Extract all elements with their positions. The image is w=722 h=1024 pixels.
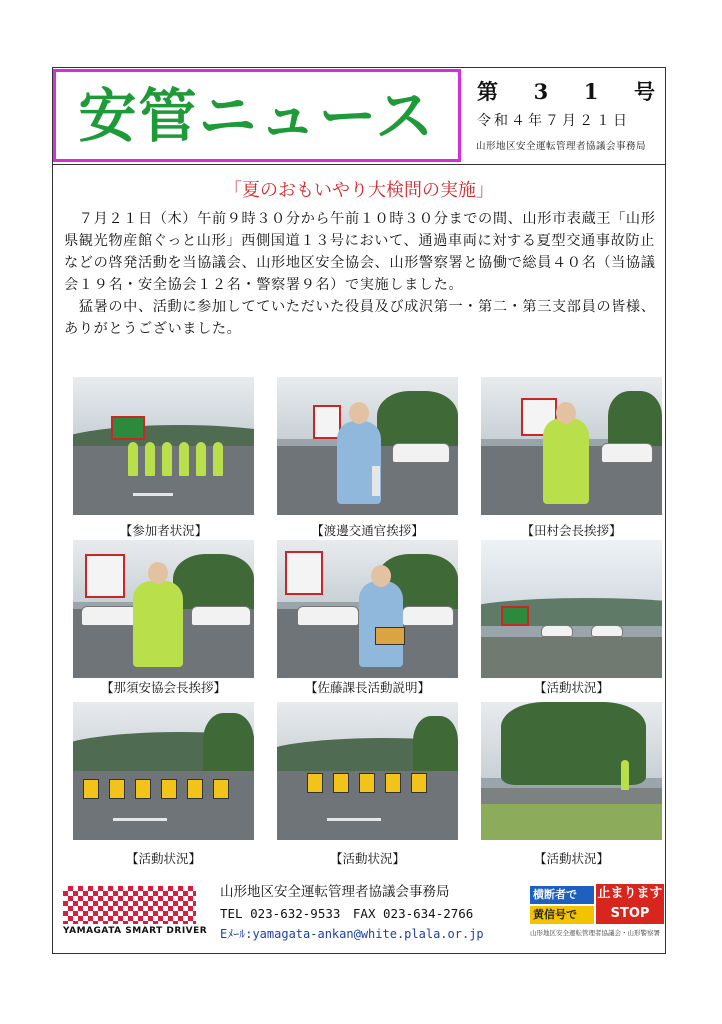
article-paragraph-1: ７月２１日（木）午前９時３０分から午前１０時３０分までの間、山形市表蔵王「山形県観光物産館ぐっと山形」西側国道１３号において、通過車両に対する夏型交通事故防止などの啓発活動を当協議会、山形地区安全協会、山形警察署と協働で総員４０名（当協議会１９名・安全協会１２名・警察署９名）で実施しました。 — [64, 211, 656, 293]
issue-date: 令和４年７月２１日 — [477, 113, 630, 129]
photo-caption-3: 【田村会長挨拶】 — [521, 523, 622, 538]
header-divider — [52, 164, 666, 165]
smart-driver-logo — [63, 886, 208, 938]
article-body — [64, 208, 662, 340]
article-paragraph-2: 猛暑の中、活動に参加してていただいた役員及び成沢第一・第二・第三支部員の皆様、ありがとうございました。 — [64, 299, 656, 337]
photo-caption-7: 【活動状況】 — [125, 851, 201, 866]
newsletter-title: 安管ニュース — [78, 81, 436, 150]
contact-info — [220, 882, 530, 945]
badge-stop-top: 止まります — [597, 886, 663, 901]
photo-nasu — [73, 540, 254, 678]
article-headline: 「夏のおもいやり大検問の実施」 — [224, 180, 494, 201]
photo-activity-1 — [481, 540, 662, 678]
smart-driver-logo-text: YAMAGATA SMART DRIVER — [63, 926, 208, 936]
footer-org-name: 山形地区安全運転管理者協議会事務局 — [220, 884, 450, 900]
issue-digit-2: 1 — [583, 78, 599, 104]
photo-caption-6: 【活動状況】 — [533, 680, 609, 695]
issue-prefix: 第 — [477, 79, 498, 104]
photo-caption-1: 【参加者状況】 — [119, 523, 208, 538]
photo-caption-2: 【渡邊交通官挨拶】 — [311, 523, 424, 538]
footer-phone-fax: TEL 023-632-9533 FAX 023-634-2766 — [220, 906, 474, 921]
badge-stop-word: STOP — [610, 906, 650, 921]
photo-activity-4 — [481, 702, 662, 840]
photo-watanabe — [277, 377, 458, 515]
stop-campaign-badge — [530, 884, 664, 940]
photo-caption-8: 【活動状況】 — [329, 851, 405, 866]
badge-stop-block — [596, 884, 664, 924]
photo-caption-5: 【佐藤課長活動説明】 — [304, 680, 430, 695]
photo-participants — [73, 377, 254, 515]
badge-line-2: 黄信号で — [530, 906, 594, 924]
photo-caption-9: 【活動状況】 — [533, 851, 609, 866]
photo-sato — [277, 540, 458, 678]
badge-sub-text: 山形地区安全運転管理者協議会・山形警察署 — [530, 929, 660, 937]
photo-activity-2 — [73, 702, 254, 840]
publisher-office: 山形地区安全運転管理者協議会事務局 — [476, 141, 647, 152]
footer-email-link[interactable]: Eﾒｰﾙ:yamagata-ankan@white.plala.or.jp — [220, 927, 484, 941]
checker-flag-icon — [63, 886, 196, 924]
issue-digit-1: 3 — [533, 78, 549, 104]
issue-number — [477, 76, 655, 106]
badge-line-1: 横断者で — [530, 886, 594, 904]
title-box — [53, 69, 461, 162]
photo-tamura — [481, 377, 662, 515]
issue-suffix: 号 — [633, 79, 655, 104]
photo-caption-4: 【那須安協会長挨拶】 — [100, 680, 226, 695]
photo-activity-3 — [277, 702, 458, 840]
